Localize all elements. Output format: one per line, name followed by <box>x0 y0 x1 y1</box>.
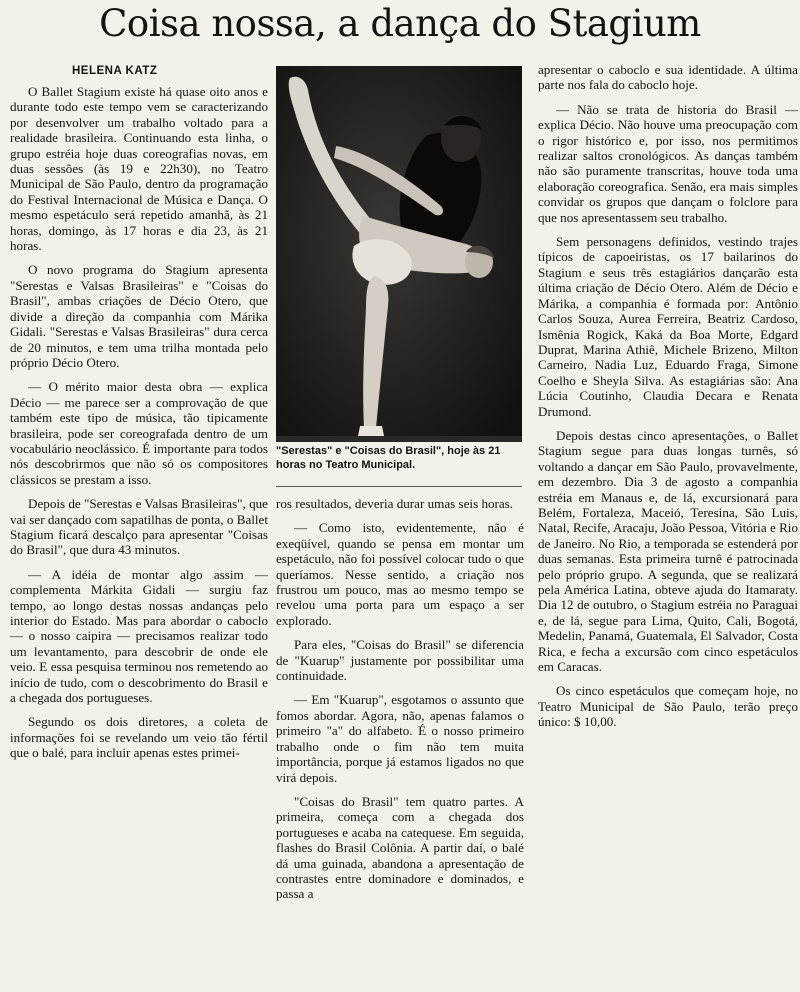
paragraph: — Não se trata de historia do Brasil — explica Décio. Não houve uma preocupação com o rigor histórico e, por isso, nos permitimos realizar saltos cronológicos. As danças também não são puramente transcritas, houve toda uma elaboração coreografica. Senão, era mais simples convidar os grupos que dançam o folclore para que nos apresentassem seu trabalho. <box>538 101 798 225</box>
paragraph: Depois de "Serestas e Valsas Brasileiras", que vai ser dançado com sapatilhas de ponta, o Ballet Stagium ficará descalço para apresentar "Coisas do Brasil", que dura 43 minutos. <box>10 496 268 558</box>
headline: Coisa nossa, a dança do Stagium <box>99 2 701 45</box>
article-column-3 <box>538 62 798 990</box>
paragraph: ros resultados, deveria durar umas seis horas. <box>276 496 514 511</box>
paragraph: Os cinco espetáculos que começam hoje, no Teatro Municipal de São Paulo, terão preço único: $ 10,00. <box>538 683 798 730</box>
photo-caption: "Serestas" e "Coisas do Brasil", hoje às 21 horas no Teatro Municipal. <box>276 445 501 471</box>
paragraph: apresentar o caboclo e sua identidade. A última parte nos fala do caboclo hoje. <box>538 62 798 93</box>
paragraph: Segundo os dois diretores, a coleta de informações foi se revelando um veio tão fértil que o balé, para incluir apenas estes primei- <box>10 714 268 761</box>
paragraph: O novo programa do Stagium apresenta "Serestas e Valsas Brasileiras" e "Coisas do Brasil", ambas criações de Décio Otero, que divide a direção da companhia com Márika Gidali. "Serestas e Valsas Brasileiras" dura cerca de 20 minutos, e tem uma trilha montada pelo próprio Décio Otero. <box>10 262 268 370</box>
paragraph: — A idéia de montar algo assim — complementa Márkita Gidali — surgiu faz tempo, ao longo destas nossas andanças pelo interior do Estado. Mas para abordar o caboclo — o nosso caipira — precisamos realizar todo um levantamento, para descobrir de onde ele veio. E essa pesquisa terminou nos remetendo ao início de tudo, com o descobrimento do Brasil e a chegada dos portugueses. <box>10 566 268 706</box>
paragraph: Depois destas cinco apresentações, o Ballet Stagium segue para duas longas turnês, só voltando a dançar em São Paulo, provavelmente, em dezembro. Dia 3 de agosto a companhia estréia em Manaus e, de lá, excursionará para Belém, Fortaleza, Maceió, Teresina, São Luis, Natal, Recife, Aracaju, João Pessoa, Vitória e Rio de Janeiro. No Rio, a temporada se estenderá por duas semanas. Esta primeira turnê é patrocinada pelo próprio grupo. A segunda, que se realizará pela América Latina, obteve ajuda do Itamaraty. Dia 12 de outubro, o Stagium estréia no Paraguai e, de lá, segue para Lima, Quito, Cali, Bogotá, Medelin, Panamá, Guatemala, El Salvador, Costa Rica, e fecha a excursão com cinco espetáculos em Caracas. <box>538 427 798 675</box>
paragraph: Sem personagens definidos, vestindo trajes típicos de capoeiristas, os 17 bailarinos do Stagium e seus três estagiários dançarão esta última criação de Décio Otero. Além de Décio e Márika, a companhia é formada por: Antônio Carlos Souza, Aurea Ferreira, Beatriz Cardoso, Ismênia Rogick, Kaká da Boa Morte, Edgard Duprat, Marina Athiê, Michele Brizeno, Milton Carneiro, Nadia Luz, Eduardo Fraga, Simone Coelho e Sheyla Silva. As estagiárias são: Ana Lúcia Coutinho, Claudia Decara e Renata Drumond. <box>538 234 798 419</box>
dancers-photo-image <box>276 66 522 442</box>
paragraph: "Coisas do Brasil" tem quatro partes. A primeira, começa com a chegada dos portugueses e acaba na catequese. Em seguida, flashes do Brasil Colônia. A partir daí, o balé dá uma guinada, abandona a apresentação de contrastes entre dominadore e dominados, e passa a <box>276 793 524 902</box>
dance-photo <box>276 66 522 442</box>
byline: HELENA KATZ <box>72 65 158 77</box>
caption-divider <box>276 486 522 487</box>
paragraph: — Como isto, evidentemente, não é exeqüível, quando se pensa em montar um espetáculo, não foi possível colocar tudo o que queríamos. Nesse sentido, a criação nos frustrou um pouco, mas ao mesmo tempo se revelou uma porta para um espaço a ser explorado. <box>276 520 524 628</box>
paragraph: — Em "Kuarup", esgotamos o assunto que fomos abordar. Agora, não, apenas falamos o primeiro "a" do alfabeto. É o nosso primeiro trabalho onde o fim não tem muita importância, porque já estamos ligados no que virá depois. <box>276 692 524 785</box>
article-column-1 <box>10 64 268 992</box>
paragraph: Para eles, "Coisas do Brasil" se diferencia de "Kuarup" justamente por possibilitar uma continuidade. <box>276 637 524 684</box>
paragraph: — O mérito maior desta obra — explica Décio — me parece ser a comprovação de que também este tipo de música, tão tipicamente brasileira, pode ser coreografada dentro de um vocabulário neoclássico. É importante para todos nós descobrirmos que não só os compositores clássicos se prestam a isso. <box>10 379 268 487</box>
article-column-2 <box>276 496 524 992</box>
paragraph: O Ballet Stagium existe há quase oito anos e durante todo este tempo vem se caracterizando por desenvolver um trabalho voltado para a realidade brasileira. Continuando esta linha, o grupo estréia hoje duas coreografias novas, em duas sessões (às 19 e 22h30), no Teatro Municipal de São Paulo, dentro da programação do Festival Internacional de Música e Dança. O mesmo espetáculo será repetido amanhã, às 21 horas, domingo, às 17 horas e dia 23, às 21 horas. <box>10 84 268 254</box>
